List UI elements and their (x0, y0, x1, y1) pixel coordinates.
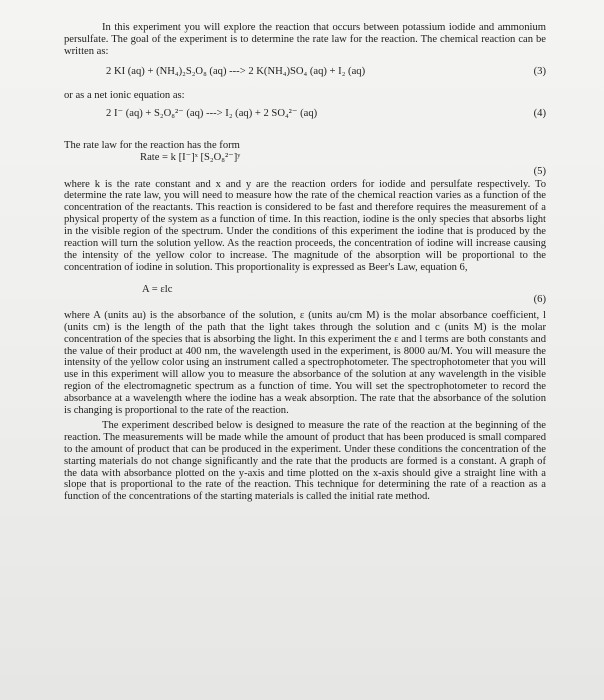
method-paragraph: The experiment described below is designed to measure the rate of the reaction at the beginning of the reaction. The measurements will be made while the amount of product that has been produced is small compared to the amount of product that can be produced in the experiment. Under these conditions the concentration of the starting materials do not change significantly and the rate that the products are formed is a constant. A graph of the data with absorbance plotted on the y-axis and time plotted on the x-axis should give a straight line with a slope that is proportional to the rate of the reaction. This technique for determining the rate of a reaction as a function of the concentrations of the starting materials is called the initial rate method. (64, 419, 546, 503)
main-paragraph: where k is the rate constant and x and y are the reaction orders for iodide and persulfate respectively. To determine the rate law, you will need to measure how the rate of the chemical reaction varies as a function of the concentration of the reactants. This reaction is considered to be fast and therefore requires the measurement of a physical property of the system as a function of time. In this reaction, iodine is the only species that absorbs light in the visible region of the spectrum. Under the conditions of this experiment the iodine that is produced by the reaction will turn the solution yellow. As the reaction proceeds, the concentration of iodine will increase causing the intensity of the yellow color to increase. The magnitude of the absorption will be proportional to the concentration of iodine in solution. This proportionality is expressed as Beer's Law, equation 6, (64, 178, 546, 273)
equation-5 (64, 151, 546, 177)
equation-3 (64, 66, 546, 82)
equation-4 (64, 108, 546, 124)
equation-6-text: A = εlc (142, 283, 173, 295)
equation-3-number: (3) (533, 65, 546, 77)
equation-3-text: 2 KI (aq) + (NH₄)₂S₂O₈ (aq) ---> 2 K(NH₄)SO₄ (aq) + I₂ (aq) (106, 65, 366, 77)
equation-6 (64, 283, 546, 305)
equation-5-text: Rate = k [I⁻]ˣ [S₂O₈²⁻]ʸ (140, 151, 241, 163)
intro-paragraph: In this experiment you will explore the reaction that occurs between potassium iodide and ammonium persulfate. The goal of the experiment is to determine the rate law for the reaction. The chemical reaction can be written as: (64, 22, 546, 57)
equation-5-number: (5) (533, 165, 546, 177)
equation-6-number: (6) (533, 293, 546, 305)
net-ionic-lead: or as a net ionic equation as: (64, 89, 185, 101)
equation-4-number: (4) (533, 107, 546, 119)
beer-law-paragraph: where A (units au) is the absorbance of the solution, ε (units au/cm M) is the molar absorbance coefficient, l (units cm) is the length of the path that the light takes through the solution and c (units M) is the molar concentration of the species that is absorbing the light. In this experiment the ε and l terms are both constants and the value of their product at 400 nm, the wavelength used in the experiment, is 8000 au/M. You will measure the intensity of the yellow color using an instrument called a spectrophotometer. The spectrophotometer that you will use in this experiment will allow you to measure the absorbance of the solution at any wavelength in the visible region of the electromagnetic spectrum as a function of time. You will set the spectrophotometer to record the absorbance at a wavelength where the iodine has a weak absorption. The rate that the absorbance of the solution is changing is proportional to the rate of the reaction. (64, 309, 546, 417)
rate-law-lead: The rate law for the reaction has the form (64, 139, 240, 151)
equation-4-text: 2 I⁻ (aq) + S₂O₈²⁻ (aq) ---> I₂ (aq) + 2 SO₄²⁻ (aq) (106, 107, 318, 119)
